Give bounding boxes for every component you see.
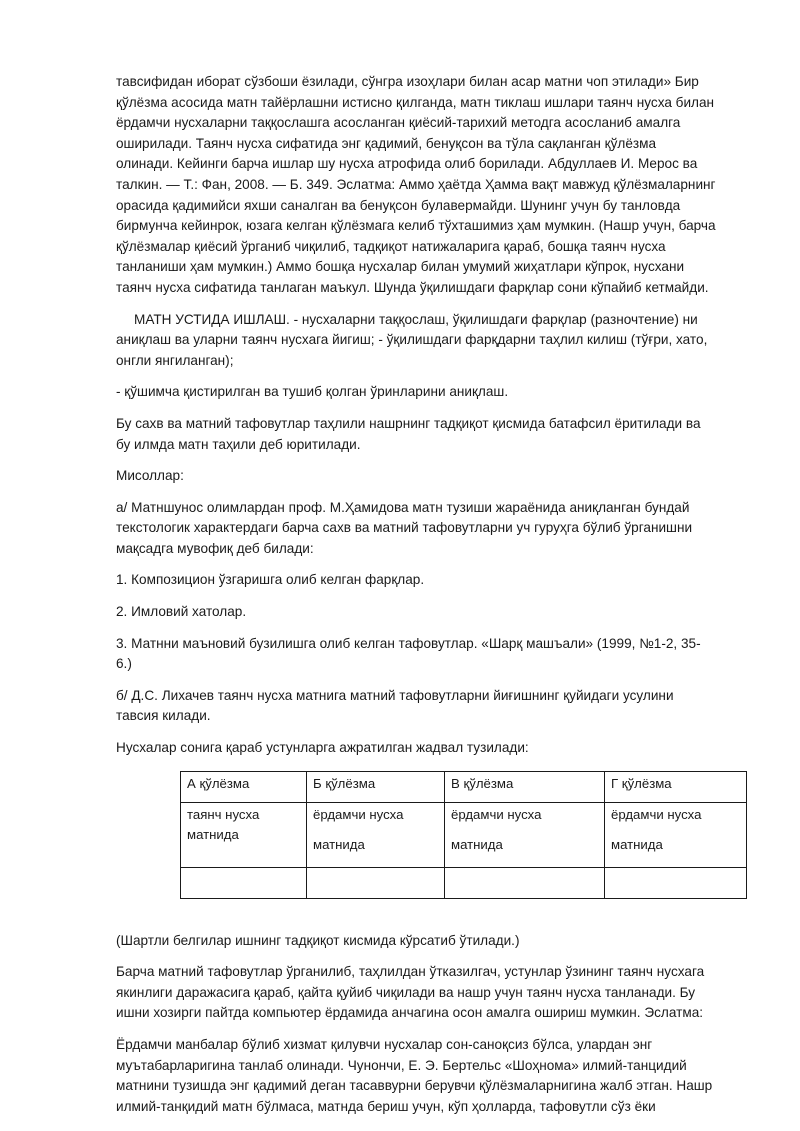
paragraph-auxiliary-sources: Ёрдамчи манбалар бўлиб хизмат қилувчи нусхалар сон-саноқсиз бўлса, улардан энг муътабарларигина танлаб олинади. Чунончи, Е. Э. Бертельс «Шоҳнома» илмий-танцидий матнини тузишда энг қадимий деган тасаввурни берувчи қўлёзмаларнигина жалб этган. Нашр илмий-танқидий матн бўлмаса, матнда бериш учун, кўп ҳолларда, тафовутли сўз ёки bbox=[116, 1037, 713, 1114]
cell-line: матнида bbox=[451, 836, 503, 852]
table-header-cell: Г қўлёзма bbox=[605, 771, 747, 802]
paragraph-comparison: Барча матний тафовутлар ўрганилиб, таҳлилдан ўтказилгач, устунлар ўзининг таянч нусхага якинлиги даражасига қараб, қайта қуйиб чиқилади ва нашр учун таянч нусха танланади. Бу ишни хозирги пайтда компьютер ёрдамида анчагина осон амалга ошириш мумкин. Эслатма: bbox=[116, 964, 705, 1021]
manuscript-table bbox=[180, 771, 747, 899]
paragraph-example-a: а/ Матншунос олимлардан проф. М.Ҳамидова матн тузиши жараёнида аниқланган бундай текстологик характердаги барча сахв ва матний тафовутларни уч гуруҳга бўлиб ўрганишни мақсадга мувофиқ деб билади: bbox=[116, 499, 693, 556]
list-item-3: 3. Матнни маъновий бузилишга олиб келган тафовутлар. «Шарқ машъали» (1999, №1-2, 35-6.) bbox=[116, 635, 701, 672]
paragraph-analysis: Бу сахв ва матний тафовутлар таҳлили нашрнинг тадқиқот қисмида батафсил ёритилади ва бу илмда матн таҳили деб юритилади. bbox=[116, 415, 701, 452]
list-item-2: 2. Имловий хатолар. bbox=[116, 604, 247, 620]
table-row bbox=[181, 802, 747, 867]
table-cell bbox=[445, 802, 605, 867]
paragraph-example-b: б/ Д.С. Лихачев таянч нусха матнига матний тафовутларни йиғишнинг қуйидаги усулини тавсия килади. bbox=[116, 687, 674, 724]
table-cell bbox=[307, 867, 445, 898]
manuscript-table-wrapper bbox=[180, 771, 716, 899]
table-cell bbox=[605, 802, 747, 867]
paragraph-intro: тавсифидан иборат сўзбоши ёзилади, сўнгра изоҳлари билан асар матни чоп этилади» Бир қўлёзма асосида матн тайёрлашни истисно қилганда, матн тиклаш ишлари таянч нусха билан ёрдамчи нусхаларни таққослашга асосланган қиёсий-тарихий методга асосланиб амалга оширилади. Таянч нусха сифатида энг қадимий, бенуқсон ва тўла сақланган қўлёзма олинади. Кейинги барча ишлар шу нусха атрофида олиб борилади. Абдуллаев И. Мерос ва талкин. — Т.: Фан, 2008. — Б. 349. Эслатма: Аммо ҳаётда Ҳамма вақт мавжуд қўлёзмаларнинг орасида қадимийси яхши саналган ва бенуқсон булавермайди. Шунинг учун бу танловда бирмунча кейинрок, юзага келган қўлёзмага келиб тўхташимиз ҳам мумкин. (Нашр учун, барча қўлёзмалар қиёсий ўрганиб чиқилиб, тадқиқот натижаларига қараб, бошқа таянч нусха танланиши ҳам мумкин.) Аммо бошқа нусхалар билан умумий жиҳатлари кўпрок, нусхани таянч нусха сифатида танлаган маъкул. Шунда ўқилишдаги фарқлар сони кўпайиб кетмайди. bbox=[116, 74, 716, 295]
paragraph-table-intro: Нусхалар сонига қараб устунларга ажратилган жадвал тузилади: bbox=[116, 740, 529, 756]
cell-line: ёрдамчи нусха bbox=[313, 806, 404, 822]
paragraph-examples-heading: Мисоллар: bbox=[116, 468, 184, 484]
table-cell bbox=[181, 867, 307, 898]
list-item-1: 1. Композицион ўзгаришга олиб келган фарқлар. bbox=[116, 572, 425, 588]
cell-line: ёрдамчи нусха bbox=[451, 806, 542, 822]
table-header-cell: Б қўлёзма bbox=[307, 771, 445, 802]
paragraph-additions: - қўшимча қистирилган ва тушиб қолган ўринларини аниқлаш. bbox=[116, 384, 509, 400]
table-cell bbox=[445, 867, 605, 898]
table-cell bbox=[307, 802, 445, 867]
cell-line: таянч нусха bbox=[187, 806, 260, 822]
paragraph-text-work: МАТН УСТИДА ИШЛАШ. - нусхаларни таққослаш, ўқилишдаги фарқлар (разночтение) ни аниқлаш ва уларни таянч нусхага йигиш; - ўқилишдаги фарқдарни таҳлил килиш (тўғри, хато, онгли янгиланган); bbox=[116, 311, 708, 368]
cell-line: матнида bbox=[313, 836, 365, 852]
cell-line: матнида bbox=[611, 836, 663, 852]
table-cell bbox=[605, 867, 747, 898]
table-header-row bbox=[181, 771, 747, 802]
table-cell bbox=[181, 802, 307, 867]
table-header-cell: А қўлёзма bbox=[181, 771, 307, 802]
cell-line: ёрдамчи нусха bbox=[611, 806, 702, 822]
cell-line: матнида bbox=[187, 826, 239, 842]
table-header-cell: В қўлёзма bbox=[445, 771, 605, 802]
paragraph-conventions: (Шартли белгилар ишнинг тадқиқот кисмида кўрсатиб ўтилади.) bbox=[116, 932, 520, 948]
table-row-empty bbox=[181, 867, 747, 898]
